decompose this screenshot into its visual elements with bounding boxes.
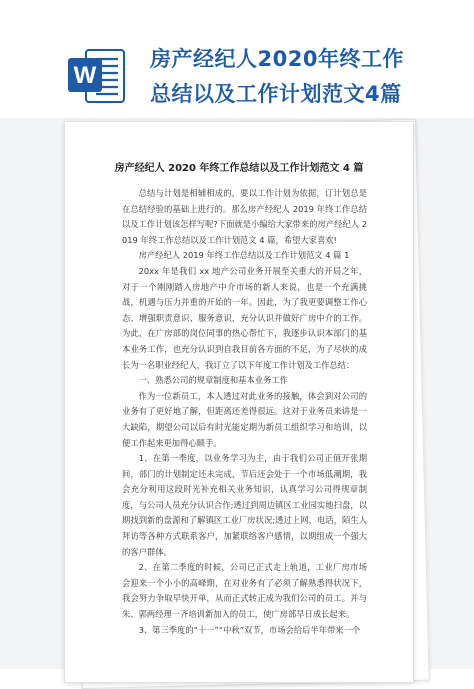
document-paragraph: 2、在第二季度的时候，公司已正式走上轨道，工业厂房市场会迎来一个小小的高峰期，在对业务有了必须了解熟悉得状况下，我会努力争取早快开单，从而正式转正成为我们公司的员工。并与朱、郭两经理一齐培训新加入的员工，使广房部早日成长起来。	[122, 562, 367, 620]
word-document-icon	[66, 44, 128, 106]
header-banner	[0, 0, 474, 120]
document-paragraph: 20xx 年是我们 xx 地产公司业务开展至关重大的开局之年，对于一个刚刚踏入房地产中介市场的新人来说，也是一个充满挑战，机遇与压力并重的开始的一年。因此，为了我更要调整工作心态、增强职责意识、服务意识，充分认识并做好广房中介的工作。为此，在广房部的岗位同事的热心帮忙下，我逐步认识本部门的基本业务工作，也充分认识到自我目前各方面的不足，为了尽快的成长为一名职业经纪人，我订立了以下年度工作计划及工作总结：	[122, 265, 367, 370]
document-paragraph: 总结与计划是相辅相成的，要以工作计划为依据，订计划总是在总结经验的基础上进行的。那么房产经纪人 2019 年终工作总结以及工作计划该怎样写呢?下面就是小编给大家带来的房产经纪人 2019 年终工作总结以及工作计划范文 4 篇，希望大家喜欢!	[122, 188, 367, 245]
document-paragraph: 1、在第一季度，以业务学习为主，由于我们公司正值开张期间，部门的计划制定还未完成，节后还会处于一个市场低潮期，我会充分利用这段时光补充相关业务知识，认真学习公司得规章制度，与公司人员充分认识合作;透过到周边镇区工业园实地扫盘，以期找到新的盘源和了解镇区工业厂房状况;透过上网，电话，陌生人拜访等各种方式联系客户，加紧联络客户感情，以期组成一个强大的客户群体。	[122, 453, 367, 557]
document-page[interactable]	[64, 121, 414, 683]
svg-text:W: W	[73, 62, 97, 89]
page-title-line1: 房产经纪人2020年终工作	[150, 47, 404, 71]
document-paragraph: 3、第三季度的“十一”“中秋”双节，市场会给后半年带来一个	[138, 624, 361, 635]
document-subheading: 房产经纪人 2019 年终工作总结以及工作计划范文 4 篇 1	[138, 250, 350, 261]
section-heading: 一、熟悉公司的规章制度和基本业务工作	[138, 375, 288, 386]
document-body	[122, 186, 367, 638]
document-heading: 房产经纪人 2020 年终工作总结以及工作计划范文 4 篇	[114, 163, 364, 174]
document-paragraph: 作为一位新员工，本人透过对此业务的接触，体会到对公司的业务有了更好地了解，但距离还差得很远。这对于业务员来讲是一大缺陷，期望公司以后有时光能定期为新员工组织学习和培训，以便工作起来更加得心顺手。	[122, 390, 367, 448]
page-title-line2: 总结以及工作计划范文4篇	[150, 82, 402, 106]
